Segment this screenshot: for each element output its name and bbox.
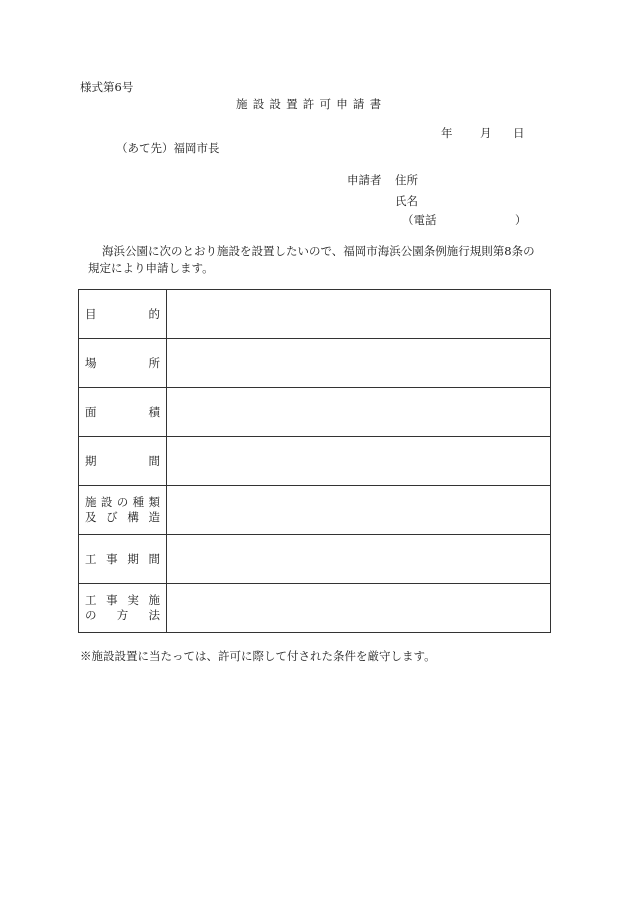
value-cell-construction-method[interactable] — [167, 584, 551, 633]
label-cell — [79, 535, 167, 584]
label-char: の — [116, 495, 129, 509]
label-char: 構 — [127, 510, 139, 524]
table-row-area — [79, 388, 551, 437]
label-cell — [79, 584, 167, 633]
label-char: 期 — [127, 551, 139, 566]
label-char: 間 — [148, 453, 160, 468]
label-text — [79, 307, 166, 322]
value-cell-facility-type[interactable] — [167, 486, 551, 535]
label-text — [79, 454, 166, 469]
label-cell — [79, 486, 167, 535]
label-line — [85, 510, 160, 525]
table-row-facility-type — [79, 486, 551, 535]
label-char: 造 — [148, 510, 160, 524]
label-char: 実 — [127, 593, 139, 607]
form-title: 施設設置許可申請書 — [236, 97, 387, 111]
label-char: 工 — [85, 551, 97, 566]
label-char: 積 — [148, 404, 160, 419]
table-row-location — [79, 339, 551, 388]
applicant-label: 申請者 — [347, 173, 382, 187]
label-char: び — [106, 510, 118, 524]
label-char: 期 — [85, 453, 97, 468]
label-char: 方 — [116, 608, 129, 622]
label-cell — [79, 437, 167, 486]
value-cell-location[interactable] — [167, 339, 551, 388]
label-char: 種 — [132, 495, 145, 509]
label-char: 設 — [100, 495, 113, 509]
value-cell-period[interactable] — [167, 437, 551, 486]
label-line — [85, 608, 160, 623]
label-cell — [79, 339, 167, 388]
label-char: 事 — [106, 551, 118, 566]
label-char: 間 — [148, 551, 160, 566]
label-char: 的 — [148, 306, 160, 321]
label-char: の — [85, 608, 97, 622]
body-text-line-2: 規定により申請します。 — [88, 261, 214, 275]
label-text — [79, 356, 166, 371]
label-line — [85, 552, 160, 567]
value-cell-purpose[interactable] — [167, 290, 551, 339]
label-char: 事 — [106, 593, 118, 607]
label-cell — [79, 388, 167, 437]
label-char: 所 — [148, 355, 160, 370]
date-year-label: 年 — [441, 126, 453, 140]
label-line — [85, 593, 160, 608]
label-char: 施 — [85, 495, 97, 509]
label-text — [79, 552, 166, 567]
label-line — [85, 405, 160, 420]
label-line — [85, 307, 160, 322]
label-char: 場 — [85, 355, 97, 370]
label-char: 法 — [148, 608, 160, 622]
date-month-label: 月 — [480, 126, 492, 140]
application-table — [78, 289, 551, 633]
table-row-construction-method — [79, 584, 551, 633]
label-line — [85, 495, 160, 510]
name-label: 氏名 — [395, 194, 418, 208]
label-char: 類 — [148, 495, 160, 509]
label-char: 施 — [148, 593, 160, 607]
table-row-construction-period — [79, 535, 551, 584]
label-char: 目 — [85, 306, 97, 321]
label-line — [85, 356, 160, 371]
label-text — [79, 405, 166, 420]
label-cell — [79, 290, 167, 339]
form-number: 様式第6号 — [80, 80, 134, 94]
value-cell-area[interactable] — [167, 388, 551, 437]
address-label: 住所 — [395, 173, 418, 187]
label-text — [79, 495, 166, 525]
value-cell-construction-period[interactable] — [167, 535, 551, 584]
label-char: 工 — [85, 593, 97, 607]
phone-label: （電話 — [402, 213, 437, 227]
addressee: （あて先）福岡市長 — [116, 141, 220, 155]
label-char: 面 — [85, 404, 97, 419]
table-row-purpose — [79, 290, 551, 339]
date-day-label: 日 — [513, 126, 525, 140]
label-char: 及 — [85, 510, 97, 524]
phone-close-paren: ） — [515, 213, 527, 227]
table-row-period — [79, 437, 551, 486]
label-text — [79, 593, 166, 623]
body-text-line-1: 海浜公園に次のとおり施設を設置したいので、福岡市海浜公園条例施行規則第8条の — [102, 244, 535, 258]
label-line — [85, 454, 160, 469]
footer-note: ※施設設置に当たっては、許可に際して付された条件を厳守します。 — [80, 649, 436, 663]
